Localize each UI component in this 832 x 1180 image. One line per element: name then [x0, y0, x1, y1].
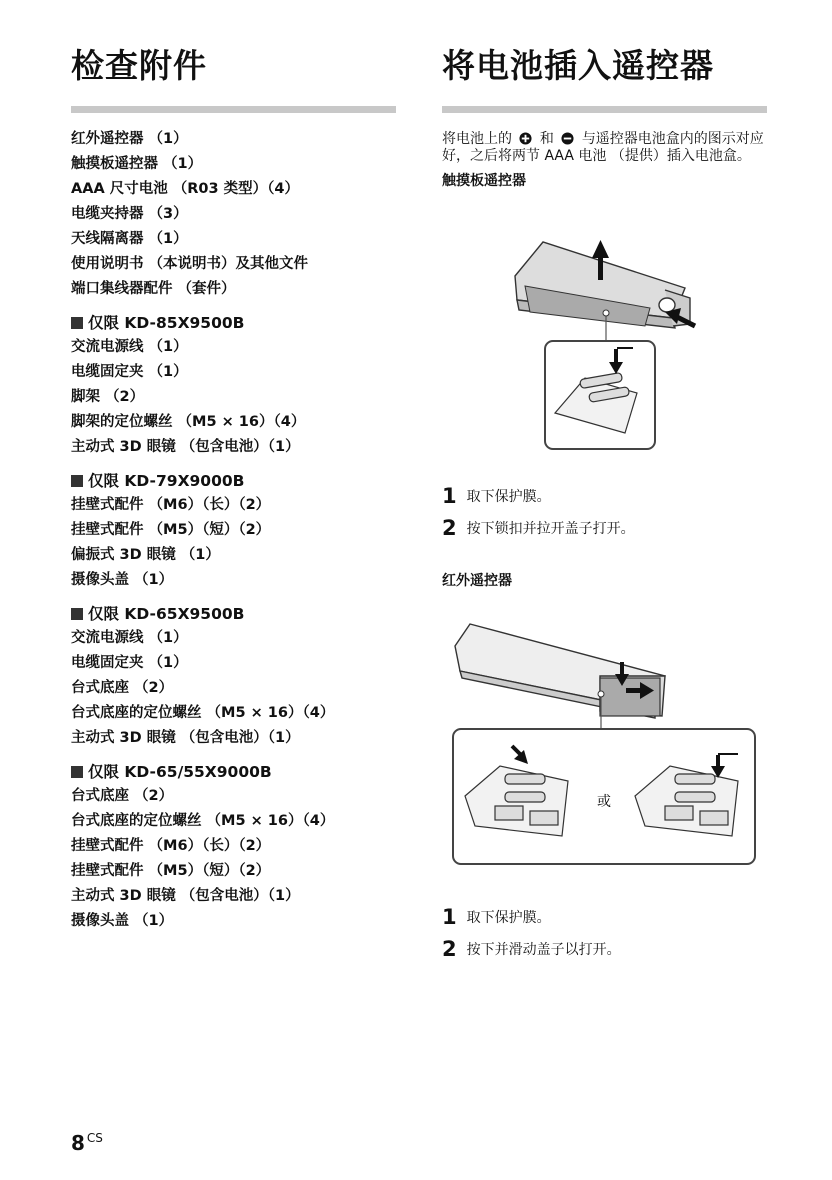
list-item: 红外遥控器 （1） [71, 131, 188, 147]
list-item: 触摸板遥控器 （1） [71, 156, 203, 172]
step-text: 取下保护膜。 [466, 910, 551, 926]
list-item: 电缆夹持器 （3） [71, 206, 188, 222]
section-heading-text: 仅限 KD-79X9000B [88, 472, 245, 490]
list-item: 电缆固定夹 （1） [71, 364, 188, 380]
page-footer [71, 1131, 103, 1155]
left-column [71, 40, 396, 934]
list-item: 交流电源线 （1） [71, 630, 188, 646]
square-bullet-icon [71, 475, 83, 487]
accessory-list [71, 127, 396, 934]
step-number: 2 [442, 937, 457, 961]
list-item: 天线隔离器 （1） [71, 231, 188, 247]
model-section-65x9500b [71, 603, 396, 751]
step-number: 1 [442, 484, 457, 508]
list-item: 主动式 3D 眼镜 （包含电池）（1） [71, 888, 300, 904]
model-section-85x9500b [71, 312, 396, 460]
section-heading-text: 仅限 KD-65/55X9000B [88, 763, 272, 781]
page-number: 8 [71, 1131, 85, 1155]
list-item: 台式底座的定位螺丝 （M5 × 16）（4） [71, 705, 335, 721]
list-item: 主动式 3D 眼镜 （包含电池）（1） [71, 730, 300, 746]
square-bullet-icon [71, 317, 83, 329]
list-item: 脚架的定位螺丝 （M5 × 16）（4） [71, 414, 306, 430]
list-item: 交流电源线 （1） [71, 339, 188, 355]
title-rule [71, 106, 396, 113]
list-item: 偏振式 3D 眼镜 （1） [71, 547, 220, 563]
list-item: 台式底座 （2） [71, 680, 174, 696]
list-item: 挂壁式配件 （M6）（长）（2） [71, 838, 271, 854]
page-title-batteries: 将电池插入遥控器 [442, 46, 714, 85]
section-heading [71, 312, 396, 335]
list-item: 端口集线器配件 （套件） [71, 281, 236, 297]
list-item: 挂壁式配件 （M5）（短）（2） [71, 522, 271, 538]
title-rule [442, 106, 767, 113]
step-text: 按下并滑动盖子以打开。 [466, 942, 621, 958]
touchpad-step-1 [442, 484, 551, 508]
plus-circle-icon [519, 132, 532, 145]
or-label: 或 [597, 794, 611, 810]
model-section-79x9000b [71, 470, 396, 593]
model-section-65-55x9000b [71, 761, 396, 934]
callout-dot [603, 310, 609, 316]
right-column [442, 40, 767, 191]
step-text: 按下锁扣并拉开盖子打开。 [466, 521, 635, 537]
square-bullet-icon [71, 766, 83, 778]
list-item: 摄像头盖 （1） [71, 913, 174, 929]
list-item: AAA 尺寸电池 （R03 类型）（4） [71, 181, 299, 197]
page-title-accessories: 检查附件 [71, 46, 207, 85]
list-item: 电缆固定夹 （1） [71, 655, 188, 671]
list-item: 主动式 3D 眼镜 （包含电池）（1） [71, 439, 300, 455]
step-text: 取下保护膜。 [466, 489, 551, 505]
section-heading-text: 仅限 KD-85X9500B [88, 314, 245, 332]
list-item: 摄像头盖 （1） [71, 572, 174, 588]
square-bullet-icon [71, 608, 83, 620]
list-item: 挂壁式配件 （M6）（长）（2） [71, 497, 271, 513]
intro-text-a: 将电池上的 [442, 131, 512, 147]
section-heading [71, 603, 396, 626]
ir-remote-heading: 红外遥控器 [442, 573, 512, 589]
ir-remote-illustration [450, 616, 760, 868]
sliding-cover [600, 678, 660, 716]
touchpad-remote-heading: 触摸板遥控器 [442, 173, 526, 189]
section-heading [71, 470, 396, 493]
step-number: 2 [442, 516, 457, 540]
step-number: 1 [442, 905, 457, 929]
list-item: 使用说明书 （本说明书）及其他文件 [71, 256, 309, 272]
minus-circle-icon [561, 132, 574, 145]
list-item: 台式底座 （2） [71, 788, 174, 804]
list-item: 挂壁式配件 （M5）（短）（2） [71, 863, 271, 879]
battery-instructions [442, 131, 767, 165]
list-item: 脚架 （2） [71, 389, 145, 405]
intro-text-c: 与遥控器电池盒内的图示对应好，之后将两节 AAA 电池 （提供）插入电池盒。 [442, 131, 764, 164]
ir-step-1 [442, 905, 551, 929]
language-code: CS [86, 1131, 103, 1145]
list-item: 台式底座的定位螺丝 （M5 × 16）（4） [71, 813, 335, 829]
section-heading-text: 仅限 KD-65X9500B [88, 605, 245, 623]
section-heading [71, 761, 396, 784]
touchpad-remote-illustration [505, 228, 705, 453]
touchpad-step-2 [442, 516, 635, 540]
intro-text-b: 和 [539, 131, 554, 147]
callout-dot [598, 691, 604, 697]
ir-step-2 [442, 937, 621, 961]
